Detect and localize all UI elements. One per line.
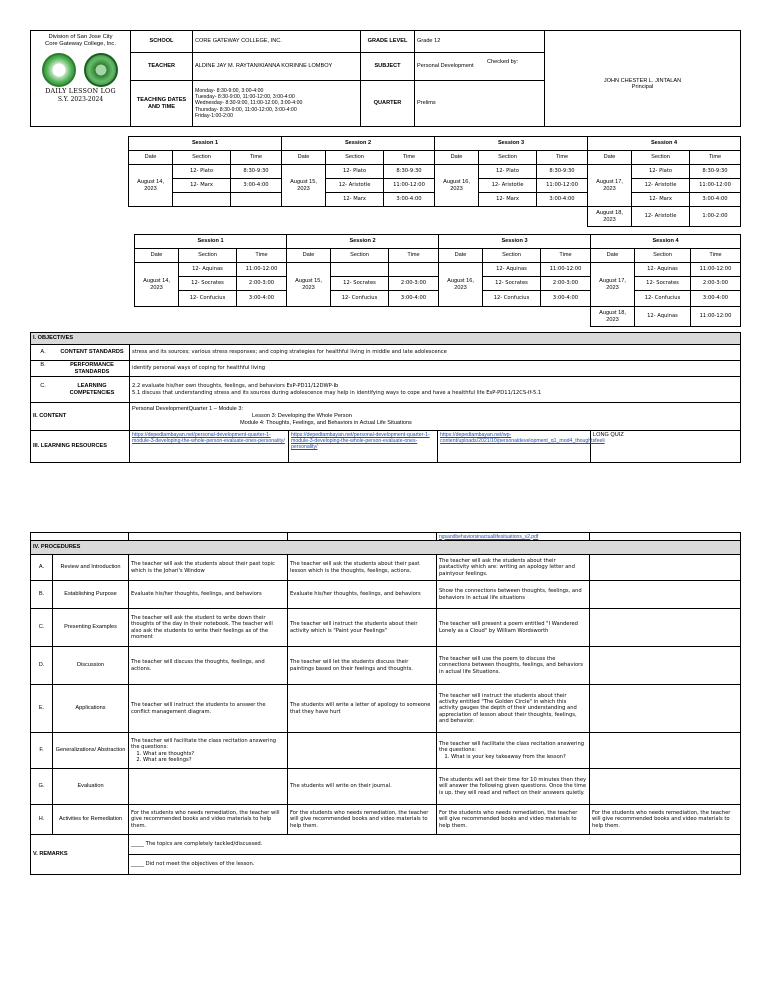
long-quiz-cell: LONG QUIZ xyxy=(591,431,741,463)
date-cell: August 18, 2023 xyxy=(588,207,632,227)
content-standards-label xyxy=(31,345,130,361)
time-cell: 11:00-12:00 xyxy=(237,263,287,277)
checked-by-label: Checked by: xyxy=(487,59,519,65)
col-date: Date xyxy=(129,151,173,165)
proc-letter: F. xyxy=(31,733,53,769)
time-cell xyxy=(389,263,439,277)
content-text xyxy=(130,403,741,431)
section-cell: 12- Plato xyxy=(479,165,537,179)
section-cell: 12- Socrates xyxy=(483,277,541,291)
proc-text: The teacher will facilitate the class recitation answering the questions: xyxy=(131,738,277,751)
checked-by-cell xyxy=(487,31,741,127)
empty-cell xyxy=(129,533,288,541)
objectives-heading: I. OBJECTIVES xyxy=(31,333,741,345)
time-cell: 8:30-9:30 xyxy=(231,165,282,179)
item-title: CONTENT STANDARDS xyxy=(60,349,124,356)
time-cell: 8:30-9:30 xyxy=(537,165,588,179)
time-cell: 3:00-4:00 xyxy=(537,193,588,207)
time-cell: 8:30-9:30 xyxy=(690,165,741,179)
proc-cell xyxy=(590,581,741,609)
principal-name: JOHN CHESTER L. JINTALAN xyxy=(603,77,682,84)
section-cell: 12- Socrates xyxy=(331,277,389,291)
section-cell: 12- Marx xyxy=(479,193,537,207)
learning-competencies-label xyxy=(31,377,130,403)
empty-cell xyxy=(590,533,741,541)
competency-line: 2.2 evaluate his/her own thoughts, feelings, and behaviors EsP-PD11/12DWP-Ib xyxy=(132,383,339,390)
section-cell: 12- Marx xyxy=(326,193,384,207)
teaching-line: Friday-1:00-2:00 xyxy=(195,112,234,119)
proc-cell: The students will write on their journal. xyxy=(288,769,437,805)
time-cell: 1:00-2:00 xyxy=(690,207,741,227)
section-cell: 12- Aquinas xyxy=(483,263,541,277)
date-cell: August 14, 2023 xyxy=(135,263,179,307)
school-logo-cell xyxy=(31,31,131,127)
proc-cell: The students will set their time for 10 minutes then they will answer the following given questions. Once the time is up, they will read and reflect on their answers quietly. xyxy=(437,769,590,805)
item-letter: C. xyxy=(40,382,46,389)
question-item: 1. What are thoughts? xyxy=(143,751,285,757)
col-date: Date xyxy=(282,151,326,165)
performance-standards-label xyxy=(31,361,130,377)
time-cell: 3:00-4:00 xyxy=(384,193,435,207)
deped-seal-icon xyxy=(42,53,76,87)
college-text: Core Gateway College, Inc. xyxy=(45,40,116,47)
quarter-label: QUARTER xyxy=(361,81,415,127)
session-3-header: Session 3 xyxy=(435,137,588,151)
time-cell: 2:00-3:00 xyxy=(541,277,591,291)
time-cell: 3:00-4:00 xyxy=(691,291,741,307)
time-cell xyxy=(231,193,282,207)
grade-value: Grade 12 xyxy=(415,31,545,53)
time-cell: 3:00-4:00 xyxy=(231,179,282,193)
proc-cell xyxy=(590,733,741,769)
proc-title: Presenting Examples xyxy=(53,609,129,647)
teaching-label: TEACHING DATES AND TIME xyxy=(131,81,193,127)
question-item: 1. What is your key takeaway from the lesson? xyxy=(451,754,587,760)
teaching-line: Tuesday- 8:30-9:00, 11:00-12:00, 3:00-4:00 xyxy=(195,94,295,101)
time-cell: 2:00-3:00 xyxy=(237,277,287,291)
proc-title: Generalizations/ Abstraction xyxy=(53,733,129,769)
section-cell: 12- Aquinas xyxy=(635,263,691,277)
col-time: Time xyxy=(384,151,435,165)
section-cell: 12- Socrates xyxy=(635,277,691,291)
proc-cell xyxy=(129,733,288,769)
section-cell: 12- Confucius xyxy=(483,291,541,307)
date-cell: August 18, 2023 xyxy=(591,307,635,327)
time-cell: 2:00-3:00 xyxy=(691,277,741,291)
section-cell: 12- Confucius xyxy=(331,291,389,307)
col-section: Section xyxy=(326,151,384,165)
section-cell: 12- Plato xyxy=(326,165,384,179)
session-1-header: Session 1 xyxy=(135,235,287,249)
performance-standards-text: identify personal ways of coping for healthful living xyxy=(130,361,741,377)
time-cell: 3:00-4:00 xyxy=(541,291,591,307)
proc-letter: G. xyxy=(31,769,53,805)
subject-label: SUBJECT xyxy=(361,53,415,81)
col-time: Time xyxy=(537,151,588,165)
empty-cell xyxy=(288,533,437,541)
col-date: Date xyxy=(435,151,479,165)
proc-cell: The teacher will discuss the thoughts, feelings, and actions. xyxy=(129,647,288,685)
section-cell: 12- Marx xyxy=(173,179,231,193)
school-label: SCHOOL xyxy=(131,31,193,53)
header-table xyxy=(30,30,741,127)
teaching-line: Thursday- 8:30-9:00, 11:00-12:00, 3:00-4:00 xyxy=(195,106,297,113)
col-section: Section xyxy=(173,151,231,165)
item-letter: B. xyxy=(40,361,46,368)
col-section: Section xyxy=(331,249,389,263)
resource-link-3-continuation-cell xyxy=(437,533,590,541)
remarks-heading: V. REMARKS xyxy=(31,835,129,875)
proc-title: Discussion xyxy=(53,647,129,685)
col-time: Time xyxy=(541,249,591,263)
teacher-label: TEACHER xyxy=(131,53,193,81)
session-3-header: Session 3 xyxy=(439,235,591,249)
proc-cell xyxy=(590,609,741,647)
resource-link-2[interactable]: https://depedtambayan.net/personal-development-quarter-1-module-3-developing-the-whole-person-evaluate-ones-personality/ xyxy=(291,432,430,451)
col-date: Date xyxy=(588,151,632,165)
resources-heading: III. LEARNING RESOURCES xyxy=(31,431,130,463)
resource-link-3-continued[interactable]: ngsandbehaviorsinactuallifesituations_v2.pdf xyxy=(439,533,539,540)
proc-letter: H. xyxy=(31,805,53,835)
section-cell: 12- Confucius xyxy=(635,291,691,307)
col-time: Time xyxy=(231,151,282,165)
col-section: Section xyxy=(635,249,691,263)
question-item: 2. What are feelings? xyxy=(143,757,285,763)
col-time: Time xyxy=(690,151,741,165)
item-title: LEARNING COMPETENCIES xyxy=(69,382,115,396)
col-time: Time xyxy=(237,249,287,263)
item-title: PERFORMANCE STANDARDS xyxy=(70,361,114,375)
remarks-line-1: _____ The topics are completely tackled/discussed. xyxy=(129,835,741,855)
proc-cell xyxy=(590,685,741,733)
section-cell: 12- Aristotle xyxy=(632,179,690,193)
proc-cell: The teacher will instruct the students about their activity entitled "The Golden Circle" in which this activity gauges the depth of their understanding and appreciation of lesson about their thoughts, feelings, and behavior. xyxy=(437,685,590,733)
proc-text: The teacher will facilitate the class recitation answering the questions: xyxy=(439,741,585,754)
proc-title: Evaluation xyxy=(53,769,129,805)
empty-cell xyxy=(31,533,129,541)
proc-cell xyxy=(288,733,437,769)
proc-cell: The teacher will let the students discuss their paintings based on their feelings and thoughts. xyxy=(288,647,437,685)
proc-cell xyxy=(437,733,590,769)
section-cell: 12- Aristotle xyxy=(632,207,690,227)
date-cell: August 17, 2023 xyxy=(588,165,632,207)
section-cell: 12- Marx xyxy=(632,193,690,207)
date-cell: August 15, 2023 xyxy=(282,165,326,207)
proc-cell: The teacher will present a poem entitled "I Wandered Lonely as a Cloud" by William Wordsworth xyxy=(437,609,590,647)
proc-cell: For the students who needs remediation, the teacher will give recommended books and video materials to help them. xyxy=(129,805,288,835)
proc-cell: For the students who needs remediation, the teacher will give recommended books and video materials to help them. xyxy=(437,805,590,835)
content-standards-text: stress and its sources; various stress responses; and coping strategies for healthful living in middle and late adolescence xyxy=(130,345,741,361)
time-cell: 3:00-4:00 xyxy=(389,291,439,307)
session-1-header: Session 1 xyxy=(129,137,282,151)
time-cell: 11:00-12:00 xyxy=(691,307,741,327)
date-cell: August 16, 2023 xyxy=(439,263,483,307)
resource-link-3[interactable]: https://depedtambayan.net/wp-content/uploads/2021/10/personaldevelopment_q1_mod4_thoughtsfeeli xyxy=(440,432,605,445)
remarks-line-2: _____ Did not meet the objectives of the lesson. xyxy=(129,855,741,875)
subject-value: Personal Development xyxy=(415,53,545,81)
proc-letter: D. xyxy=(31,647,53,685)
col-date: Date xyxy=(439,249,483,263)
proc-title: Applications xyxy=(53,685,129,733)
procedures-heading: IV. PROCEDURES xyxy=(31,541,741,555)
section-cell: 12- Plato xyxy=(173,165,231,179)
col-time: Time xyxy=(691,249,741,263)
proc-letter: A. xyxy=(31,555,53,581)
dll-title: DAILY LESSON LOG xyxy=(45,86,116,95)
teaching-line: Monday- 8:30-9:00, 3:00-4:00 xyxy=(195,87,264,94)
resource-cell-3 xyxy=(438,431,605,463)
item-letter: A. xyxy=(40,349,46,356)
col-section: Section xyxy=(179,249,237,263)
teacher-value: ALDINE JAY M. RAYTAN/KIANNA KORINNE LOMBOY xyxy=(193,53,361,81)
proc-cell: Evaluate his/her thoughts, feelings, and behaviors xyxy=(129,581,288,609)
time-cell: 11:00-12:00 xyxy=(537,179,588,193)
proc-title: Activities for Remediation xyxy=(53,805,129,835)
proc-cell xyxy=(590,769,741,805)
proc-letter: B. xyxy=(31,581,53,609)
time-cell: 2:00-3:00 xyxy=(389,277,439,291)
time-cell: 3:00-4:00 xyxy=(237,291,287,307)
time-cell: 11:00-12:00 xyxy=(541,263,591,277)
content-line: Module 4: Thoughts, Feelings, and Behaviors in Actual Life Situations xyxy=(240,419,412,426)
date-cell: August 17, 2023 xyxy=(591,263,635,307)
time-cell: 3:00-4:00 xyxy=(690,193,741,207)
session-4-header: Session 4 xyxy=(588,137,741,151)
proc-cell: The teacher will instruct the students to answer the conflict management diagram. xyxy=(129,685,288,733)
procedures-table xyxy=(30,532,741,875)
proc-letter: C. xyxy=(31,609,53,647)
section-cell: 12- Aquinas xyxy=(635,307,691,327)
session-2-header: Session 2 xyxy=(282,137,435,151)
section-cell: 12- Socrates xyxy=(179,277,237,291)
content-heading: II. CONTENT xyxy=(31,403,130,431)
time-cell: 8:30-9:30 xyxy=(384,165,435,179)
time-cell: 11:00-12:00 xyxy=(384,179,435,193)
col-section: Section xyxy=(632,151,690,165)
proc-cell: The teacher will use the poem to discuss the connections between thoughts, feelings, and behaviors in actual life Situations. xyxy=(437,647,590,685)
proc-cell: For the students who needs remediation, the teacher will give recommended books and video materials to help them. xyxy=(590,805,741,835)
content-line: Lesson 3: Developing the Whole Person xyxy=(252,413,352,420)
learning-competencies-text xyxy=(130,377,741,403)
objectives-table xyxy=(30,332,741,463)
col-date: Date xyxy=(287,249,331,263)
proc-cell: The teacher will ask the students about their pastactivity which are: writing an apology letter and paintyour feelings. xyxy=(437,555,590,581)
section-cell xyxy=(331,263,389,277)
proc-cell: Show the connections between thoughts, feelings, and behaviors in actual life situations xyxy=(437,581,590,609)
col-time: Time xyxy=(389,249,439,263)
proc-cell xyxy=(129,769,288,805)
section-cell: 12- Aristotle xyxy=(326,179,384,193)
quarter-value: Prelims xyxy=(415,81,545,127)
college-seal-icon xyxy=(84,53,118,87)
school-value: CORE GATEWAY COLLEGE, INC. xyxy=(193,31,361,53)
proc-cell: For the students who needs remediation, the teacher will give recommended books and video materials to help them. xyxy=(288,805,437,835)
proc-cell xyxy=(590,555,741,581)
proc-title: Review and Introduction xyxy=(53,555,129,581)
proc-cell: The teacher will ask the students about their past topic which is the Johari's Window xyxy=(129,555,288,581)
col-date: Date xyxy=(135,249,179,263)
col-section: Section xyxy=(479,151,537,165)
session-2-header: Session 2 xyxy=(287,235,439,249)
section-cell: 12- Aquinas xyxy=(179,263,237,277)
proc-cell: The teacher will ask the students about their past lesson which is the thoughts, feelings, actions. xyxy=(288,555,437,581)
proc-cell: The teacher will instruct the students about their activity which is "Paint your Feelings" xyxy=(288,609,437,647)
proc-cell: The teacher will ask the student to write down their thoughts of the day in their notebook. The teacher will also ask the students to write their feelings as of the moment xyxy=(129,609,288,647)
proc-title: Establishing Purpose xyxy=(53,581,129,609)
section-cell: 12- Aristotle xyxy=(479,179,537,193)
schedule-table-1 xyxy=(128,136,741,227)
date-cell: August 16, 2023 xyxy=(435,165,479,207)
date-cell: August 15, 2023 xyxy=(287,263,331,307)
section-cell: 12- Confucius xyxy=(179,291,237,307)
col-date: Date xyxy=(591,249,635,263)
teaching-dates xyxy=(193,81,361,127)
col-section: Section xyxy=(483,249,541,263)
time-cell: 11:00-12:00 xyxy=(691,263,741,277)
school-year: S.Y. 2023-2024 xyxy=(57,95,104,103)
resource-link-1[interactable]: https://depedtambayan.net/personal-development-quarter-1-module-3-developing-the-whole-person-evaluate-ones-personality/ xyxy=(132,432,285,445)
schedule-table-2 xyxy=(134,234,741,327)
date-cell: August 14, 2023 xyxy=(129,165,173,207)
section-cell xyxy=(173,193,231,207)
resource-cell-1 xyxy=(130,431,289,463)
division-text: Division of San Jose City xyxy=(48,34,113,40)
proc-cell xyxy=(590,647,741,685)
proc-cell: Evaluate his/her thoughts, feelings, and behaviors xyxy=(288,581,437,609)
competency-line: 5.1 discuss that understanding stress and its sources during adolescence may help in identifying ways to cope and have a healthful life EsP-PD11/12CS-If-5.1 xyxy=(132,389,542,396)
principal-title: Principal xyxy=(631,84,654,91)
content-line: Personal DevelopmentQuarter 1 – Module 3: xyxy=(132,406,244,413)
grade-label: GRADE LEVEL xyxy=(361,31,415,53)
resource-cell-2 xyxy=(289,431,438,463)
teaching-line: Wednesday- 8:30-9:00, 11:00-12:00, 3:00-4:00 xyxy=(195,100,303,107)
time-cell: 11:00-12:00 xyxy=(690,179,741,193)
session-4-header: Session 4 xyxy=(591,235,741,249)
proc-letter: E. xyxy=(31,685,53,733)
proc-cell: The students will write a letter of apology to someone that they have hurt xyxy=(288,685,437,733)
section-cell: 12- Plato xyxy=(632,165,690,179)
